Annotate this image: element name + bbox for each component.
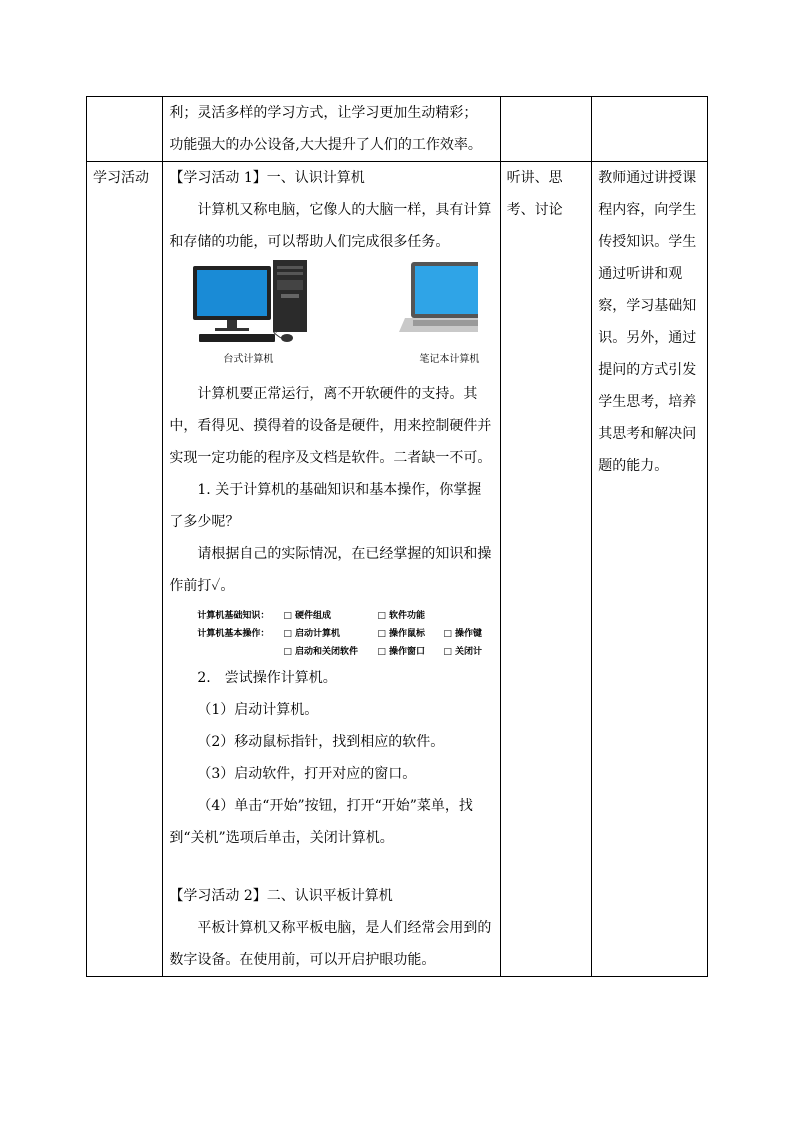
laptop-screen (415, 266, 478, 314)
activity1-title: 【学习活动 1】一、认识计算机 (169, 170, 365, 186)
checkbox-item[interactable]: □ 软件功能 (377, 611, 426, 621)
label-cell-empty (87, 97, 163, 162)
checkbox-item[interactable]: □ 操作鼠标 (377, 629, 426, 639)
step-item: （3）启动软件，打开对应的窗口。 (197, 766, 417, 782)
table-row (87, 97, 708, 162)
teacher-activity: 教师通过讲授课程内容，向学生传授知识。学生通过听讲和观察，学习基础知识。另外，通过提问的方式引发学生思考，培养其思考和解决问题的能力。 (592, 162, 708, 977)
checkbox-item[interactable]: □ 操作键 (443, 629, 483, 639)
text-line: 利；灵活多样的学习方式，让学习更加生动精彩； (169, 105, 478, 121)
checkbox-item[interactable]: □ 关闭计 (443, 647, 483, 657)
text-line: 功能强大的办公设备,大大提升了人们的工作效率。 (169, 137, 482, 153)
tablet-paragraph: 平板计算机又称平板电脑，是人们经常会用到的数字设备。在使用前，可以开启护眼功能。 (169, 920, 492, 968)
hardware-paragraph: 计算机要正常运行，离不开软硬件的支持。其中，看得见、摸得着的设备是硬件，用来控制硬件并实现一定功能的程序及文档是软件。二者缺一不可。 (169, 386, 492, 466)
question-1: 1. 关于计算机的基础知识和基本操作，你掌握了多少呢？ (169, 482, 482, 530)
row-label: 学习活动 (87, 162, 163, 977)
keyboard (199, 334, 275, 342)
step-item: （2）移动鼠标指针，找到相应的软件。 (197, 734, 445, 750)
teacher-cell-empty (592, 97, 708, 162)
checkbox-item[interactable]: □ 硬件组成 (283, 611, 332, 621)
student-activity: 听讲、思考、讨论 (500, 162, 592, 977)
content-cell (163, 97, 500, 162)
computer-illustration (169, 260, 478, 360)
checkbox-item[interactable]: □ 启动和关闭软件 (283, 647, 359, 657)
mouse (281, 334, 293, 342)
step-item: （4）单击“开始”按钮，打开“开始”菜单，找到“关机”选项后单击，关闭计算机。 (169, 798, 473, 846)
step-item: （1）启动计算机。 (197, 702, 319, 718)
monitor-screen (197, 270, 267, 316)
checkbox-item[interactable]: □ 操作窗口 (377, 647, 426, 657)
question-2: 2. 尝试操作计算机。 (197, 670, 337, 686)
activity2-title: 【学习活动 2】二、认识平板计算机 (169, 888, 393, 904)
content-cell (163, 162, 500, 977)
checklist-knowledge-label: 计算机基础知识： (197, 611, 270, 621)
checklist (169, 606, 493, 658)
intro-paragraph: 计算机又称电脑，它像人的大脑一样，具有计算和存储的功能，可以帮助人们完成很多任务。 (169, 202, 492, 250)
lesson-plan-table (86, 96, 708, 977)
computer-figure (169, 260, 493, 378)
checklist-operation-label: 计算机基本操作： (197, 629, 270, 639)
caption-laptop: 笔记本计算机 (419, 354, 480, 365)
student-cell-empty (500, 97, 592, 162)
caption-desktop: 台式计算机 (223, 354, 274, 365)
checkbox-item[interactable]: □ 启动计算机 (283, 629, 341, 639)
question-1-instruction: 请根据自己的实际情况，在已经掌握的知识和操作前打✓。 (169, 546, 492, 594)
table-row (87, 162, 708, 977)
